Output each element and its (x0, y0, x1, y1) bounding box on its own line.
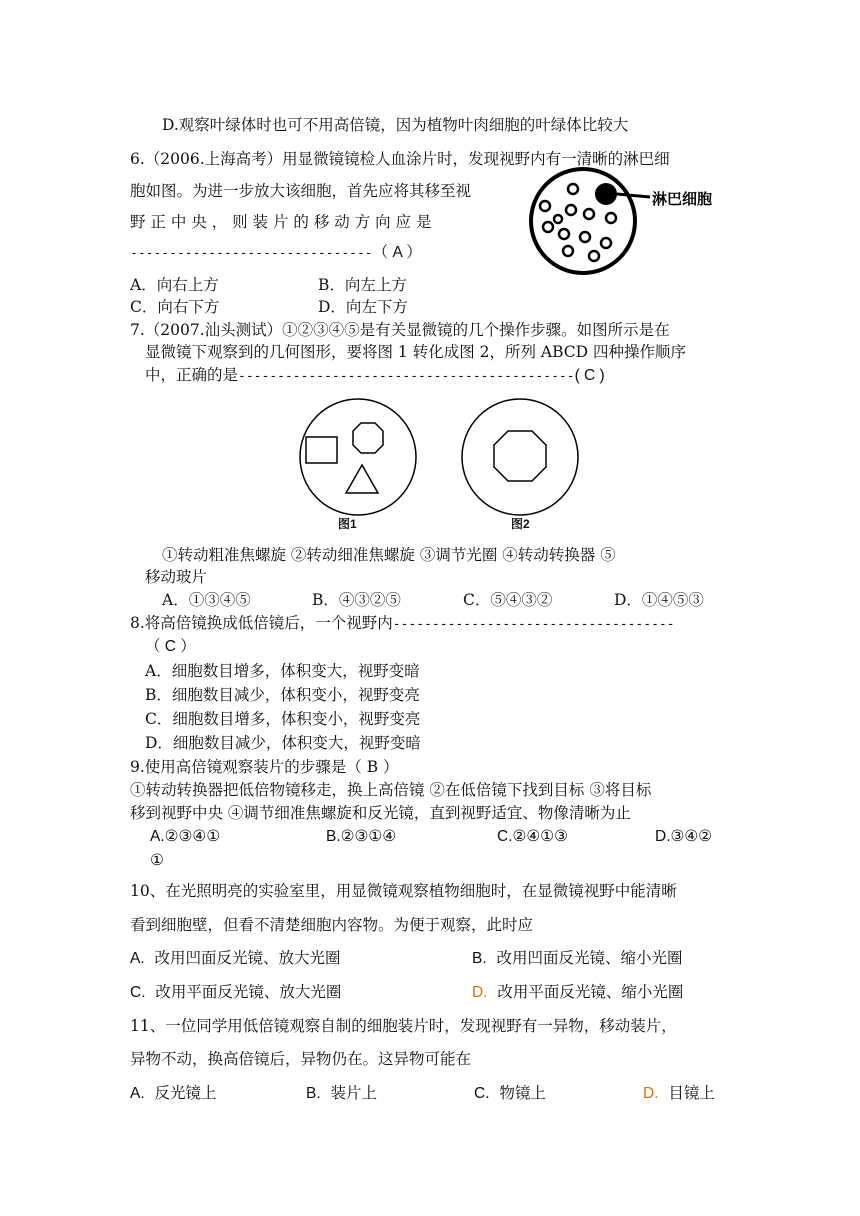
answer-dashes: ------------------------------------------- (238, 369, 575, 384)
option-text: 目镜上 (668, 1084, 715, 1102)
option-letter: A. (130, 950, 145, 967)
option-text: 改用平面反光镜、放大光圈 (155, 983, 342, 1001)
q9-stem-line2: ①转动转换器把低倍物镜移走，换上高倍镜 ②在低倍镜下找到目标 ③将目标 (130, 781, 652, 799)
fig1-field (300, 399, 416, 515)
lymphocyte-label: 淋巴细胞 (652, 190, 713, 208)
option-letter: C. (130, 984, 146, 1001)
q11-stem-line2: 异物不动，换高倍镜后，异物仍在。这异物可能在 (130, 1050, 472, 1068)
q7-answer: ( C ) (574, 367, 605, 384)
q7-stem-text: 中，正确的是 (145, 366, 239, 384)
option-text: 改用凹面反光镜、放大光圈 (154, 949, 341, 967)
q7-option-b: B．④③②⑤ (312, 591, 401, 609)
option-letter: B. (306, 1085, 321, 1102)
q11-option-b (306, 1082, 377, 1105)
q7-stem-line1: 7.（2007.汕头测试）①②③④⑤是有关显微镜的几个操作步骤。如图所示是在 (130, 321, 670, 339)
q10-option-c (130, 981, 341, 1004)
q9-option-d: D.③④② (655, 828, 713, 845)
q6-stem-line2: 胞如图。为进一步放大该细胞，首先应将其移至视 (130, 182, 472, 200)
fig2-caption: 图2 (511, 517, 530, 531)
q5-option-d: D.观察叶绿体时也可不用高倍镜，因为植物叶肉细胞的叶绿体比较大 (162, 116, 629, 134)
q9-stem-line3: 移到视野中央 ④调节细准焦螺旋和反光镜，直到视野适宜、物像清晰为止 (130, 804, 631, 822)
q11-option-c (474, 1082, 546, 1105)
lymphocyte-figure (528, 164, 728, 280)
q10-option-a (130, 947, 341, 970)
option-letter: A. (130, 1085, 145, 1102)
q11-stem-line1: 11、一位同学用低倍镜观察自制的细胞装片时，发现视野有一异物，移动装片， (130, 1017, 677, 1035)
option-letter: B. (472, 950, 487, 967)
q10-stem-line1: 10、在光照明亮的实验室里，用显微镜观察植物细胞时，在显微镜视野中能清晰 (130, 882, 677, 900)
q8-answer: （ C ） (145, 638, 196, 655)
q6-option-b: B．向左上方 (318, 276, 407, 294)
q11-option-a (130, 1082, 217, 1105)
q8-option-b: B．细胞数目减少，体积变小，视野变亮 (145, 686, 420, 704)
option-text: 改用平面反光镜、缩小光圈 (497, 983, 684, 1001)
q6-answer: （ A ） (372, 244, 422, 261)
q7-option-d: D．①④⑤③ (614, 591, 704, 609)
q6-stem-line1: 6.（2006.上海高考）用显微镜镜检人血涂片时，发现视野内有一清晰的淋巴细 (130, 150, 670, 168)
q6-option-d: D．向左下方 (318, 298, 408, 316)
microscope-field-figures (286, 396, 586, 536)
fig2-field (462, 399, 578, 515)
q8-stem-text: 8.将高倍镜换成低倍镜后，一个视野内 (130, 614, 393, 632)
q7-steps-line1: ①转动粗准焦螺旋 ②转动细准焦螺旋 ③调节光圈 ④转动转换器 ⑤ (162, 546, 616, 564)
q8-option-c: C．细胞数目增多，体积变小，视野变亮 (145, 710, 421, 728)
answer-dashes: ------------------------------------ (392, 617, 675, 632)
q9-stem-line1: 9.使用高倍镜观察装片的步骤是（ B ） (130, 758, 399, 776)
q10-option-b (472, 947, 683, 970)
q10-option-d (472, 981, 683, 1004)
option-letter-correct: D. (643, 1085, 659, 1102)
q11-option-d (643, 1082, 715, 1105)
q9-option-c: C.②④①③ (497, 828, 569, 845)
q7-option-c: C．⑤④③② (463, 591, 553, 609)
option-text: 改用凹面反光镜、缩小光圈 (496, 949, 683, 967)
q7-stem-line2: 显微镜下观察到的几何图形，要将图 1 转化成图 2，所列 ABCD 四种操作顺序 (145, 343, 687, 361)
q9-option-b: B.②③①④ (326, 828, 397, 845)
option-text: 装片上 (330, 1084, 378, 1102)
option-letter: C. (474, 1085, 490, 1102)
q6-option-a: A．向右上方 (130, 276, 219, 294)
option-text: 反光镜上 (154, 1084, 217, 1102)
q7-stem-line3 (145, 364, 605, 388)
fig1-caption: 图1 (338, 517, 357, 531)
option-text: 物镜上 (499, 1084, 546, 1102)
q7-option-a: A．①③④⑤ (162, 591, 251, 609)
q8-stem-line1 (130, 612, 675, 636)
option-letter-correct: D. (472, 984, 488, 1001)
q6-option-c: C．向右下方 (130, 298, 220, 316)
q7-steps-line2: 移动玻片 (145, 568, 208, 586)
q8-option-d: D．细胞数目减少，体积变大，视野变暗 (145, 734, 421, 752)
q10-stem-line2: 看到细胞壁，但看不清楚细胞内容物。为便于观察，此时应 (130, 916, 534, 934)
q6-stem-line3: 野 正 中 央 ， 则 装 片 的 移 动 方 向 应 是 (130, 213, 432, 231)
q9-option-a: A.②③④① (150, 828, 221, 845)
q8-option-a: A．细胞数目增多，体积变大，视野变暗 (145, 662, 420, 680)
q6-stem-line4 (130, 241, 422, 265)
answer-dashes: ------------------------------- (130, 246, 373, 261)
q9-option-d-wrap: ① (150, 851, 164, 869)
